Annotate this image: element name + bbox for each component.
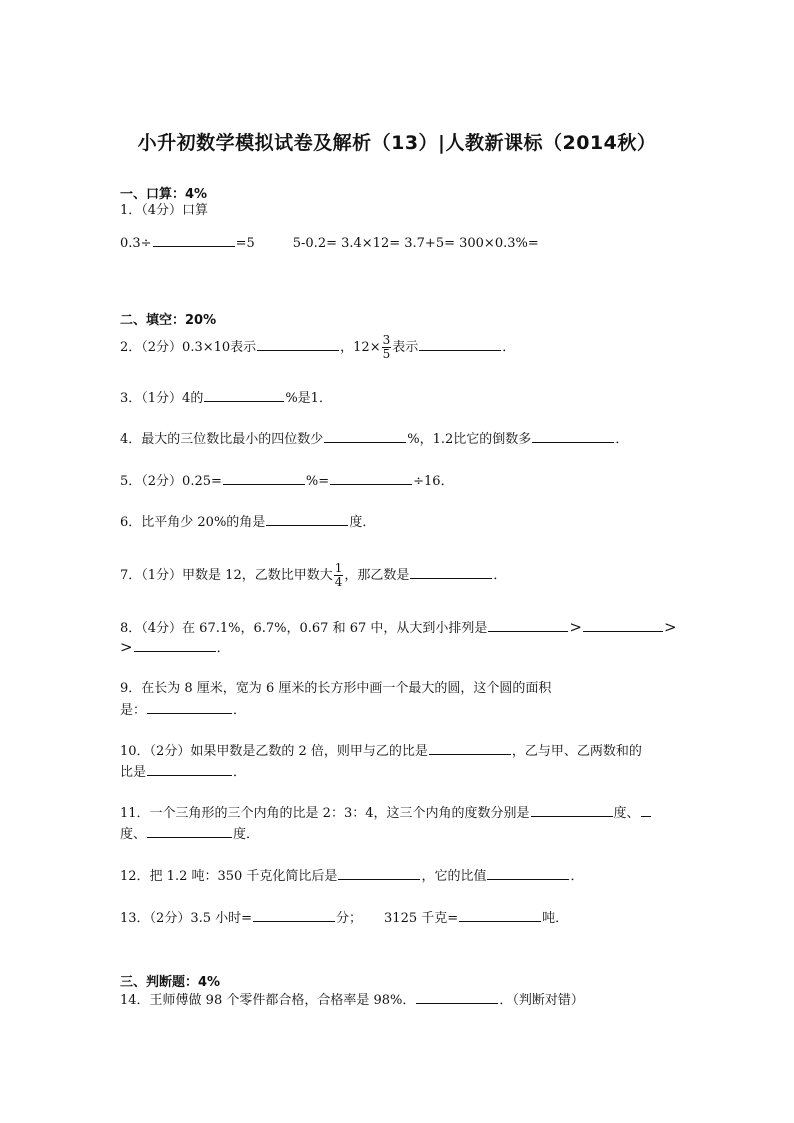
- q8-text-a: 8．（4分）在 67.1%，6.7%，0.67 和 67 中，从大到小排列是: [120, 621, 488, 636]
- q1-text-a: 0.3÷: [120, 236, 152, 251]
- question-1-heading: 1．（4分）口算: [120, 203, 209, 218]
- answer-blank[interactable]: [134, 639, 216, 652]
- answer-blank[interactable]: [147, 763, 232, 776]
- section-heading-judge: 三、判断题：4%: [120, 975, 221, 990]
- answer-blank[interactable]: [410, 566, 492, 579]
- answer-blank[interactable]: [429, 742, 511, 755]
- q13-text-c: 3125 千克=: [384, 911, 459, 926]
- q6-text-a: 6．比平角少 20%的角是: [120, 515, 266, 530]
- answer-blank[interactable]: [204, 389, 284, 402]
- question-13: [120, 909, 568, 928]
- answer-blank[interactable]: [532, 430, 614, 443]
- q4-text-b: %，1.2比它的倒数多: [407, 432, 532, 447]
- question-7: [120, 562, 506, 589]
- question-8-line-1: [120, 618, 677, 638]
- q5-text-c: ÷16．: [413, 474, 454, 489]
- q10-text-a: 10．（2分）如果甲数是乙数的 2 倍，则甲与乙的比是: [120, 744, 428, 759]
- q11-text-c: 度、: [120, 827, 147, 842]
- q3-text-a: 3．（1分）4的: [120, 391, 204, 406]
- q6-text-b: 度．: [349, 515, 376, 530]
- answer-blank[interactable]: [488, 619, 568, 632]
- question-4: [120, 430, 628, 449]
- question-10-line-2: [120, 763, 246, 782]
- q2-text-a: 2．（2分）0.3×10表示: [120, 340, 257, 355]
- q11-text-d: 度．: [233, 827, 260, 842]
- answer-blank[interactable]: [253, 909, 335, 922]
- fraction-numerator: 3: [382, 333, 391, 347]
- q2-text-b: ，12×: [340, 340, 381, 355]
- question-3: [120, 389, 332, 408]
- q10-text-d: ．: [233, 765, 247, 780]
- section-heading-fill: 二、填空：20%: [120, 313, 217, 328]
- question-10-line-1: [120, 742, 642, 761]
- question-9-line-1: 9．在长为 8 厘米，宽为 6 厘米的长方形中画一个最大的圆，这个圆的面积: [120, 681, 552, 696]
- page-title: 小升初数学模拟试卷及解析（13）|人教新课标（2014秋）: [137, 132, 657, 154]
- q2-text-c: 表示: [392, 340, 419, 355]
- section-heading-oral: 一、口算：4%: [120, 187, 208, 202]
- question-1-body: [120, 234, 539, 253]
- q13-text-a: 13．（2分）3.5 小时=: [120, 911, 253, 926]
- answer-blank[interactable]: [338, 867, 420, 880]
- q8-text-end: ．: [216, 641, 230, 656]
- question-11-line-2: [120, 825, 259, 844]
- answer-blank[interactable]: [266, 513, 348, 526]
- greater-than-sign: >: [120, 638, 133, 656]
- answer-blank[interactable]: [324, 430, 406, 443]
- q1-text-b: =5: [235, 236, 255, 251]
- question-12: [120, 867, 583, 886]
- q7-text-b: ，那乙数是: [344, 568, 410, 583]
- question-2: [120, 334, 515, 361]
- q11-text-b: 度、: [613, 806, 640, 821]
- q13-text-b: 分；: [336, 911, 363, 926]
- q9-text-b: 是：: [120, 703, 147, 718]
- answer-blank[interactable]: [257, 338, 339, 351]
- greater-than-sign: >: [569, 618, 582, 636]
- fraction-3-5: [382, 334, 392, 361]
- answer-blank[interactable]: [641, 804, 651, 817]
- fraction-numerator: 1: [334, 561, 343, 575]
- greater-than-sign: >: [663, 618, 677, 636]
- q14-text-a: 14．王师傅做 98 个零件都合格，合格率是 98%．: [120, 993, 416, 1008]
- answer-blank[interactable]: [459, 909, 541, 922]
- answer-blank[interactable]: [223, 472, 305, 485]
- answer-blank[interactable]: [419, 338, 501, 351]
- question-6: [120, 513, 375, 532]
- question-8-line-2: [120, 638, 230, 658]
- q9-text-c: ．: [233, 703, 247, 718]
- q7-text-a: 7．（1分）甲数是 12，乙数比甲数大: [120, 568, 333, 583]
- answer-blank[interactable]: [416, 991, 498, 1004]
- q5-text-a: 5．（2分）0.25=: [120, 474, 222, 489]
- answer-blank[interactable]: [153, 234, 235, 247]
- q10-text-b: ，乙与甲、乙两数和的: [511, 744, 642, 759]
- q5-text-b: %=: [305, 474, 330, 489]
- q1-text-c: 5-0.2= 3.4×12= 3.7+5= 300×0.3%=: [292, 236, 539, 251]
- fraction-denominator: 4: [334, 575, 343, 589]
- question-9-line-2: [120, 701, 246, 720]
- q13-text-d: 吨．: [542, 911, 569, 926]
- answer-blank[interactable]: [583, 619, 663, 632]
- q4-text-c: ．: [615, 432, 629, 447]
- answer-blank[interactable]: [147, 701, 232, 714]
- q11-text-a: 11．一个三角形的三个内角的比是 2：3：4，这三个内角的度数分别是: [120, 806, 530, 821]
- question-14: [120, 991, 584, 1010]
- q10-text-c: 比是: [120, 765, 147, 780]
- q7-text-c: ．: [493, 568, 507, 583]
- q2-text-d: ．: [502, 340, 516, 355]
- answer-blank[interactable]: [330, 472, 412, 485]
- fraction-1-4: [334, 562, 344, 589]
- q12-text-b: ，它的比值: [421, 869, 487, 884]
- q14-text-b: ．（判断对错）: [499, 993, 584, 1008]
- fraction-denominator: 5: [382, 347, 391, 361]
- answer-blank[interactable]: [487, 867, 569, 880]
- q12-text-c: ．: [570, 869, 584, 884]
- question-11-line-1: [120, 804, 652, 823]
- q12-text-a: 12．把 1.2 吨：350 千克化简比后是: [120, 869, 338, 884]
- q3-text-b: %是1．: [285, 391, 332, 406]
- answer-blank[interactable]: [147, 825, 232, 838]
- q4-text-a: 4．最大的三位数比最小的四位数少: [120, 432, 324, 447]
- question-5: [120, 472, 454, 491]
- answer-blank[interactable]: [531, 804, 613, 817]
